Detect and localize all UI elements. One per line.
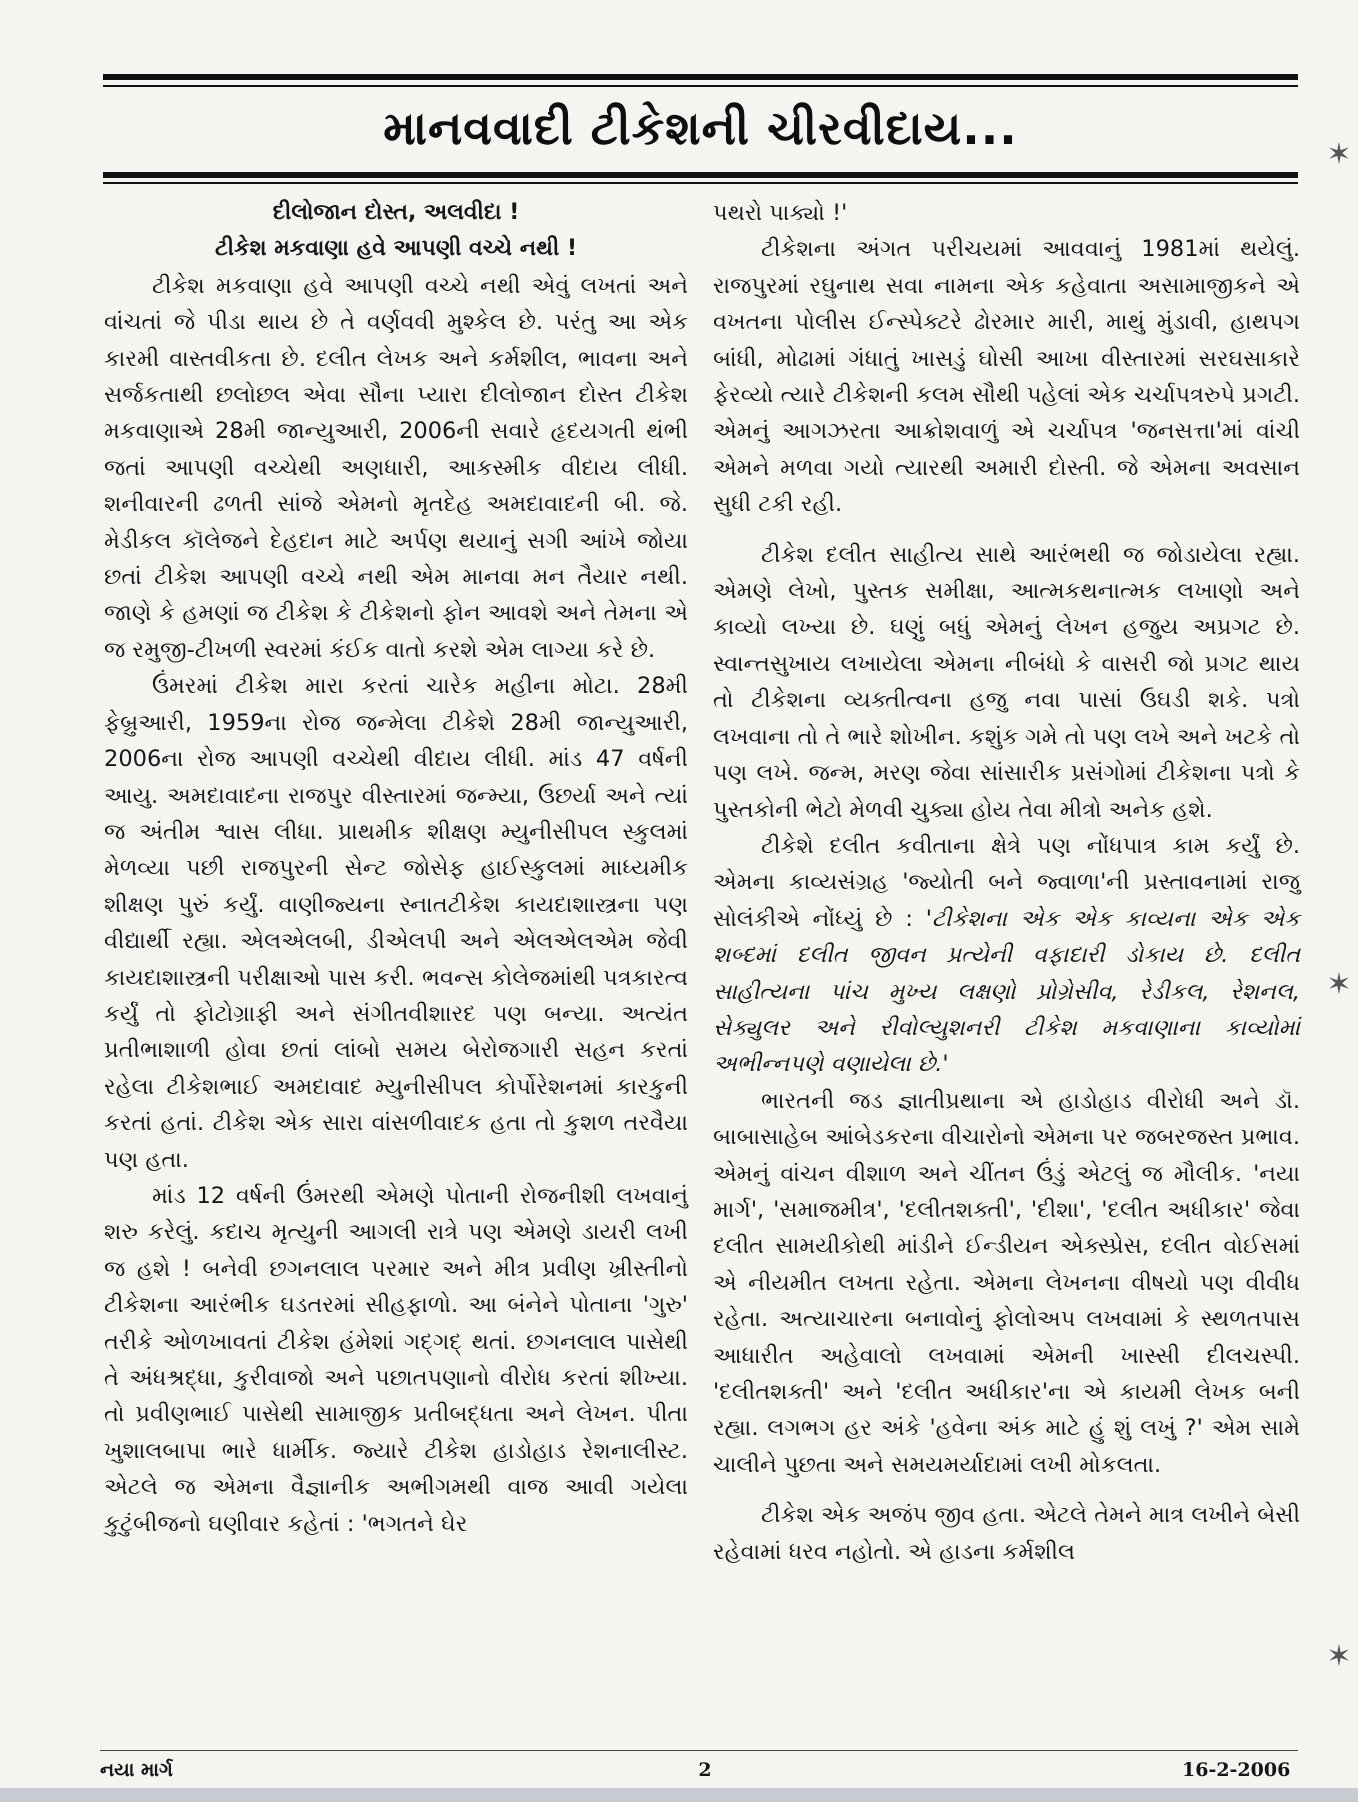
headline: માનવવાદી ટીકેશની ચીરવીદાય... bbox=[383, 101, 1018, 155]
headline-rule-thin bbox=[103, 182, 1298, 184]
paragraph: માંડ 12 વર્ષની ઉંમરથી એમણે પોતાની રોજનીશી લખવાનું શરુ કરેલું. કદાચ મૃત્યુની આગલી રાત્રે પણ એમણે ડાયરી લખી જ હશે ! બનેવી છગનલાલ પરમાર અને મીત્ર પ્રવીણ ખ્રીસ્તીનો ટીકેશના આરંભીક ઘડતરમાં સીહફાળો. આ બંનેને પોતાના 'ગુરુ' તરીકે ઓળખાવતાં ટીકેશ હંમેશાં ગદ્ગદ્ થતાં. છગનલાલ પાસેથી તે અંધશ્રદ્ધા, કુરીવાજો અને પછાતપણાનો વીરોધ કરતાં શીખ્યા. તો પ્રવીણભાઈ પાસેથી સામાજીક પ્રતીબદ્ધતા અને લેખન. પીતા ખુશાલબાપા ભારે ધાર્મીક. જ્યારે ટીકેશ હાડોહાડ રેશનાલીસ્ટ. એટલે જ એમના વૈજ્ઞાનીક અભીગમથી વાજ આવી ગયેલા કુટુંબીજનો ઘણીવાર કહેતાં : 'ભગતને ઘેર bbox=[104, 1182, 688, 1537]
footer-rule bbox=[100, 1750, 1298, 1751]
staple-mark-icon: ✶ bbox=[1326, 967, 1352, 1002]
right-column bbox=[713, 195, 1300, 1570]
paragraph: પથરો પાક્યો !' bbox=[713, 200, 848, 226]
paragraph bbox=[713, 828, 1300, 1083]
top-rule-thin bbox=[103, 85, 1298, 87]
paragraph: ટીકેશ એક અજંપ જીવ હતા. એટલે તેમને માત્ર લખીને બેસી રહેવામાં ધરવ નહોતો. એ હાડના કર્મશીલ bbox=[713, 1502, 1300, 1565]
paragraph: ટીકેશ મકવાણા હવે આપણી વચ્ચે નથી એવું લખતાં અને વાંચતાં જે પીડા થાય છે તે વર્ણવવી મુશ્કેલ છે. પરંતુ આ એક કારમી વાસ્તવીકતા છે. દલીત લેખક અને કર્મશીલ, ભાવના અને સર્જકતાથી છલોછલ એવા સૌના પ્યારા દીલોજાન દોસ્ત ટીકેશ મકવાણાએ 28મી જાન્યુઆરી, 2006ની સવારે હૃદયગતી થંભી જતાં આપણી વચ્ચેથી અણધારી, આકસ્મીક વીદાય લીધી. શનીવારની ઢળતી સાંજે એમનો મૃતદેહ અમદાવાદની બી. જે. મેડીકલ કૉલેજને દેહદાન માટે અર્પણ થયાનું સગી આંખે જોયા છતાં ટીકેશ આપણી વચ્ચે નથી એમ માનવા મન તૈયાર નથી. જાણે કે હમણાં જ ટીકેશ કે ટીકેશનો ફોન આવશે અને તેમના એ જ રમુજી-ટીખળી સ્વરમાં કંઈક વાતો કરશે એમ લાગ્યા કરે છે. bbox=[104, 272, 688, 663]
paragraph-intro: ટીકેશે દલીત કવીતાના ક્ષેત્રે પણ નોંધપાત્ર કામ કર્યું છે. એમના કાવ્યસંગ્રહ 'જ્યોતી બને જ્વાળા'ની પ્રસ્તાવનામાં રાજુ સોલંકીએ નોંધ્યું છે : bbox=[713, 832, 1300, 932]
top-rule bbox=[103, 74, 1298, 80]
left-column bbox=[104, 195, 688, 1542]
staple-mark-icon: ✶ bbox=[1326, 137, 1352, 172]
page-number: 2 bbox=[698, 1759, 712, 1781]
paragraph: ટીકેશ દલીત સાહીત્ય સાથે આરંભથી જ જોડાયેલા રહ્યા. એમણે લેખો, પુસ્તક સમીક્ષા, આત્મકથનાત્મક લખાણો અને કાવ્યો લખ્યા છે. ઘણું બધું એમનું લેખન હજુય અપ્રગટ છે. સ્વાન્તસુખાય લખાયેલા એમના નીબંધો કે વાસરી જો પ્રગટ થાય તો ટીકેશના વ્યક્તીત્વના હજુ નવા પાસાં ઉઘડી શકે. પત્રો લખવાના તો તે ભારે શોખીન. કશુંક ગમે તો પણ લખે અને ખટકે તો પણ લખે. જન્મ, મરણ જેવા સાંસારીક પ્રસંગોમાં ટીકેશના પત્રો કે પુસ્તકોની ભેટો મેળવી ચુક્યા હોય તેવા મીત્રો અનેક હશે. bbox=[713, 541, 1300, 823]
paragraph: ઉંમરમાં ટીકેશ મારા કરતાં ચારેક મહીના મોટા. 28મી ફેબ્રુઆરી, 1959ના રોજ જન્મેલા ટીકેશે 28મી જાન્યુઆરી, 2006ના રોજ આપણી વચ્ચેથી વીદાય લીધી. માંડ 47 વર્ષની આયુ. અમદાવાદના રાજપુર વીસ્તારમાં જન્મ્યા, ઉછર્યા અને ત્યાં જ અંતીમ શ્વાસ લીધા. પ્રાથમીક શીક્ષણ મ્યુનીસીપલ સ્કુલમાં મેળવ્યા પછી રાજપુરની સેન્ટ જોસેફ હાઈસ્કુલમાં માધ્યમીક શીક્ષણ પુરું કર્યું. વાણીજ્યના સ્નાતટીકેશ કાયદાશાસ્ત્રના પણ વીદ્યાર્થી રહ્યા. એલએલબી, ડીએલપી અને એલએલએમ જેવી કાયદાશાસ્ત્રની પરીક્ષાઓ પાસ કરી. ભવન્સ કોલેજમાંથી પત્રકારત્વ કર્યું તો ફોટોગ્રાફી અને સંગીતવીશારદ પણ બન્યા. અત્યંત પ્રતીભાશાળી હોવા છતાં લાંબો સમય બેરોજગારી સહન કરતાં રહેલા ટીકેશભાઈ અમદાવાદ મ્યુનીસીપલ કોર્પોરેશનમાં કારકુની કરતાં હતાં. ટીકેશ એક સારા વાંસળીવાદક હતા તો કુશળ તરવૈયા પણ હતા. bbox=[104, 673, 688, 1173]
paragraph: ટીકેશના અંગત પરીચયમાં આવવાનું 1981માં થયેલું. રાજપુરમાં રઘુનાથ સવા નામના એક કહેવાતા અસામાજીકને એ વખતના પોલીસ ઈન્સ્પેક્ટરે ઢોરમાર મારી, માથું મુંડાવી, હાથપગ બાંધી, મોઢામાં ગંધાતું ખાસડું ઘોસી આખા વીસ્તારમાં સરઘસાકારે ફેરવ્યો ત્યારે ટીકેશની કલમ સૌથી પહેલાં એક ચર્ચાપત્રરુપે પ્રગટી. એમનું આગઝરતા આક્રોશવાળું એ ચર્ચાપત્ર 'જનસત્તા'માં વાંચી એમને મળવા ગયો ત્યારથી અમારી દોસ્તી. જે એમના અવસાન સુધી ટકી રહી. bbox=[713, 236, 1300, 518]
subhead-not-among-us: ટીકેશ મકવાણા હવે આપણી વચ્ચે નથી ! bbox=[214, 236, 578, 262]
subhead-farewell: દીલોજાન દોસ્ત, અલવીદા ! bbox=[272, 200, 520, 225]
staple-mark-icon: ✶ bbox=[1326, 1639, 1352, 1674]
issue-date: 16-2-2006 bbox=[1182, 1759, 1291, 1781]
quotation: 'ટીકેશના એક એક કાવ્યના એક એક શબ્દમાં દલીત જીવન પ્રત્યેની વફાદારી ડોકાય છે. દલીત સાહીત્યના પાંચ મુખ્ય લક્ષણો પ્રોગ્રેસીવ, રેડીકલ, રેશનલ, સેક્યુલર અને રીવોલ્યુશનરી ટીકેશ મકવાણાના કાવ્યોમાં અભીન્નપણે વણાયેલા છે.' bbox=[713, 905, 1300, 1078]
headline-rule bbox=[103, 172, 1298, 178]
scan-edge bbox=[0, 1788, 1358, 1802]
paragraph: ભારતની જડ જ્ઞાતીપ્રથાના એ હાડોહાડ વીરોધી અને ડૉ. બાબાસાહેબ આંબેડકરના વીચારોનો એમના પર જબરજસ્ત પ્રભાવ. એમનું વાંચન વીશાળ અને ચીંતન ઉંડું એટલું જ મૌલીક. 'નયા માર્ગ', 'સમાજમીત્ર', 'દલીતશક્તી', 'દીશા', 'દલીત અધીકાર' જેવા દલીત સામયીકોથી માંડીને ઈન્ડીયન એક્સ્પ્રેસ, દલીત વોઈસમાં એ નીયમીત લખતા રહેતા. એમના લેખનના વીષયો પણ વીવીધ રહેતા. અત્યાચારના બનાવોનું ફોલોઅપ લખવામાં કે સ્થળતપાસ આધારીત અહેવાલો લખવામાં એમની ખાસ્સી દીલચસ્પી. 'દલીતશક્તી' અને 'દલીત અધીકાર'ના એ કાયમી લેખક બની રહ્યા. લગભગ હર અંકે 'હવેના અંક માટે હું શું લખું ?' એમ સામે ચાલીને પુછતા અને સમયમર્યાદામાં લખી મોકલતા. bbox=[713, 1087, 1300, 1478]
publication-name: નયા માર્ગ bbox=[100, 1759, 173, 1781]
